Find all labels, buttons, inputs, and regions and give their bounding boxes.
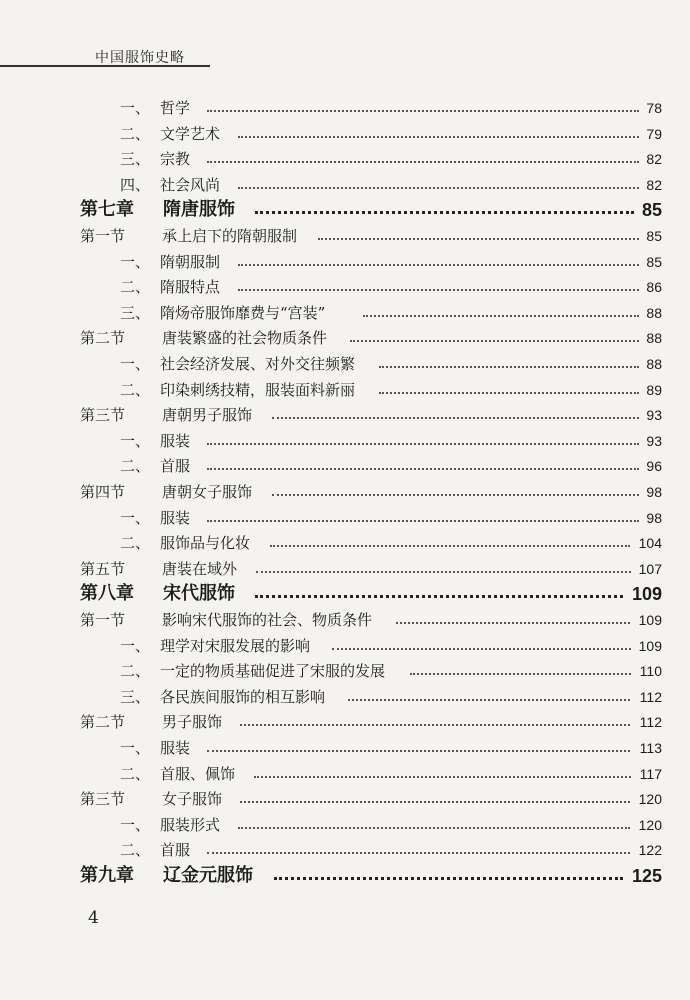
- toc-page-number: 109: [638, 637, 662, 654]
- toc-title: 服装: [160, 431, 191, 450]
- toc-page-number: 88: [646, 356, 662, 372]
- toc-page-number: 107: [638, 560, 662, 577]
- toc-title: 唐装繁盛的社会物质条件: [162, 329, 328, 348]
- toc-number: 第九章: [80, 865, 134, 886]
- toc-title: 首服、佩饰: [160, 764, 236, 783]
- toc-number: 一、: [120, 355, 151, 373]
- toc-item-row: [0, 634, 690, 660]
- toc-title: 女子服饰: [162, 790, 223, 809]
- toc-item-row: [0, 122, 690, 148]
- toc-page-number: 98: [646, 509, 662, 526]
- toc-page-number: 112: [639, 714, 662, 731]
- toc-item-row: [0, 506, 690, 532]
- toc-number: 二、: [120, 534, 151, 553]
- toc-chapter-row: [0, 198, 690, 224]
- toc-number: 一、: [120, 99, 151, 117]
- toc-title: 服饰品与化妆: [160, 534, 251, 553]
- toc-page-number: 98: [646, 484, 662, 500]
- toc-title: 唐朝女子服饰: [162, 483, 253, 501]
- toc-leader-dots: [350, 340, 639, 342]
- toc-leader-dots: [379, 392, 639, 394]
- toc-item-row: [0, 429, 690, 455]
- toc-page-number: 88: [646, 304, 662, 321]
- toc-number: 一、: [120, 739, 151, 757]
- toc-item-row: [0, 173, 690, 199]
- toc-page-number: 85: [646, 228, 662, 244]
- toc-title: 唐装在域外: [162, 559, 238, 578]
- toc-leader-dots: [207, 852, 630, 854]
- toc-leader-dots: [272, 417, 639, 419]
- toc-page-number: 78: [646, 100, 662, 116]
- toc-title: 隋唐服饰: [163, 199, 235, 221]
- toc-page-number: 112: [639, 688, 662, 705]
- toc-title: 影响宋代服饰的社会、物质条件: [162, 611, 373, 629]
- toc-page-number: 109: [631, 584, 662, 605]
- toc-number: 第一节: [80, 227, 126, 245]
- toc-item-row: [0, 275, 690, 301]
- toc-leader-dots: [207, 110, 639, 112]
- toc-number: 二、: [120, 457, 151, 476]
- toc-number: 第五节: [80, 559, 126, 578]
- toc-number: 四、: [120, 175, 151, 194]
- toc-item-row: [0, 352, 690, 378]
- running-header: [0, 0, 690, 70]
- book-title: 中国服饰史略: [95, 50, 185, 66]
- toc-page-number: 85: [641, 200, 662, 221]
- toc-leader-dots: [255, 595, 623, 598]
- toc-section-row: [0, 403, 690, 429]
- toc-number: 二、: [120, 124, 151, 143]
- toc-item-row: [0, 96, 690, 122]
- toc-leader-dots: [318, 238, 639, 240]
- toc-title: 辽金元服饰: [163, 865, 253, 886]
- toc-title: 一定的物质基础促进了宋服的发展: [160, 662, 386, 681]
- toc-item-row: [0, 378, 690, 404]
- toc-leader-dots: [410, 673, 631, 675]
- toc-title: 承上启下的隋朝服制: [162, 227, 298, 245]
- header-rule: [0, 65, 210, 67]
- toc-section-row: [0, 787, 690, 813]
- toc-leader-dots: [256, 571, 631, 573]
- toc-title: 服装: [160, 739, 191, 757]
- toc-page-number: 110: [639, 663, 662, 680]
- toc-leader-dots: [379, 366, 639, 368]
- toc-item-row: [0, 454, 690, 480]
- toc-page-number: 120: [638, 816, 662, 833]
- toc-item-row: [0, 762, 690, 788]
- toc-section-row: [0, 480, 690, 506]
- toc-title: 首服: [160, 457, 191, 476]
- toc-title: 印染刺绣技精，服装面料新丽: [160, 380, 356, 399]
- toc-title: 哲学: [160, 99, 191, 117]
- toc-title: 服装形式: [160, 815, 221, 834]
- toc-chapter-row: [0, 864, 690, 890]
- toc-number: 第三节: [80, 790, 126, 809]
- toc-page-number: 96: [646, 458, 662, 475]
- toc-leader-dots: [238, 289, 639, 291]
- toc-title: 社会风尚: [160, 175, 221, 194]
- toc-number: 第七章: [80, 199, 134, 221]
- toc-number: 二、: [120, 380, 151, 399]
- toc-title: 男子服饰: [162, 713, 223, 732]
- toc-leader-dots: [238, 136, 639, 138]
- toc-title: 宋代服饰: [163, 583, 235, 605]
- toc-page-number: 113: [639, 740, 662, 756]
- toc-leader-dots: [207, 468, 639, 470]
- toc-page-number: 120: [638, 791, 662, 808]
- toc-item-row: [0, 147, 690, 173]
- toc-page-number: 85: [646, 253, 662, 270]
- toc-leader-dots: [363, 315, 639, 317]
- toc-item-row: [0, 685, 690, 711]
- toc-item-row: [0, 659, 690, 685]
- toc-leader-dots: [207, 161, 639, 163]
- toc-title: 首服: [160, 841, 191, 860]
- toc-leader-dots: [270, 545, 631, 547]
- toc-page-number: 88: [646, 330, 662, 347]
- toc-title: 隋服特点: [160, 278, 221, 297]
- toc-leader-dots: [207, 520, 639, 522]
- toc-section-row: [0, 326, 690, 352]
- toc-title: 服装: [160, 508, 191, 527]
- toc-page-number: 109: [638, 612, 662, 628]
- toc-leader-dots: [238, 187, 639, 189]
- toc-title: 各民族间服饰的相互影响: [160, 687, 326, 706]
- toc-title: 社会经济发展、对外交往频繁: [160, 355, 356, 373]
- toc-section-row: [0, 557, 690, 583]
- toc-number: 二、: [120, 662, 151, 681]
- toc-number: 一、: [120, 508, 151, 527]
- toc-leader-dots: [238, 264, 639, 266]
- toc-leader-dots: [396, 622, 630, 624]
- toc-title: 隋炀帝服饰靡费与“宫装”: [160, 303, 326, 322]
- toc-number: 三、: [120, 687, 151, 706]
- toc-page-number: 117: [639, 765, 662, 782]
- toc-item-row: [0, 531, 690, 557]
- toc-page-number: 93: [646, 407, 662, 424]
- toc-leader-dots: [240, 801, 630, 803]
- toc-page-number: 93: [646, 432, 662, 449]
- toc-page-number: 79: [646, 125, 662, 142]
- toc-title: 隋朝服制: [160, 252, 221, 271]
- toc-number: 一、: [120, 431, 151, 450]
- toc-page-number: 89: [646, 381, 662, 398]
- toc-number: 第二节: [80, 713, 126, 732]
- toc-number: 第一节: [80, 611, 126, 629]
- toc-item-row: [0, 301, 690, 327]
- toc-number: 三、: [120, 303, 151, 322]
- toc-title: 唐朝男子服饰: [162, 406, 253, 425]
- toc-page-number: 122: [638, 842, 662, 859]
- toc-number: 二、: [120, 278, 151, 297]
- toc-page-number: 104: [638, 535, 662, 552]
- toc-number: 第四节: [80, 483, 126, 501]
- toc-leader-dots: [254, 776, 631, 778]
- toc-leader-dots: [274, 877, 623, 880]
- toc-page-number: 82: [646, 176, 662, 193]
- toc-section-row: [0, 710, 690, 736]
- toc-section-row: [0, 224, 690, 250]
- toc-item-row: [0, 250, 690, 276]
- toc-page-number: 86: [646, 279, 662, 296]
- toc-title: 宗教: [160, 150, 191, 169]
- toc-leader-dots: [238, 827, 630, 829]
- toc-leader-dots: [332, 648, 631, 650]
- toc-leader-dots: [348, 699, 631, 701]
- toc-number: 二、: [120, 841, 151, 860]
- toc-chapter-row: [0, 582, 690, 608]
- toc-number: 一、: [120, 815, 151, 834]
- toc-item-row: [0, 736, 690, 762]
- page-number: 4: [88, 908, 99, 928]
- toc-leader-dots: [240, 724, 630, 726]
- toc-leader-dots: [207, 443, 639, 445]
- toc-title: 理学对宋服发展的影响: [160, 636, 311, 655]
- toc-number: 一、: [120, 636, 151, 655]
- toc-item-row: [0, 813, 690, 839]
- toc-number: 二、: [120, 764, 151, 783]
- toc-item-row: [0, 838, 690, 864]
- toc-page-number: 125: [631, 866, 662, 886]
- toc-number: 一、: [120, 252, 151, 271]
- toc-page-number: 82: [646, 151, 662, 168]
- toc-number: 第二节: [80, 329, 126, 348]
- toc-section-row: [0, 608, 690, 634]
- toc-leader-dots: [255, 211, 634, 214]
- toc-number: 第八章: [80, 583, 134, 605]
- toc-title: 文学艺术: [160, 124, 221, 143]
- toc-leader-dots: [207, 750, 630, 752]
- toc-number: 三、: [120, 150, 151, 169]
- toc-number: 第三节: [80, 406, 126, 425]
- toc-leader-dots: [272, 494, 639, 496]
